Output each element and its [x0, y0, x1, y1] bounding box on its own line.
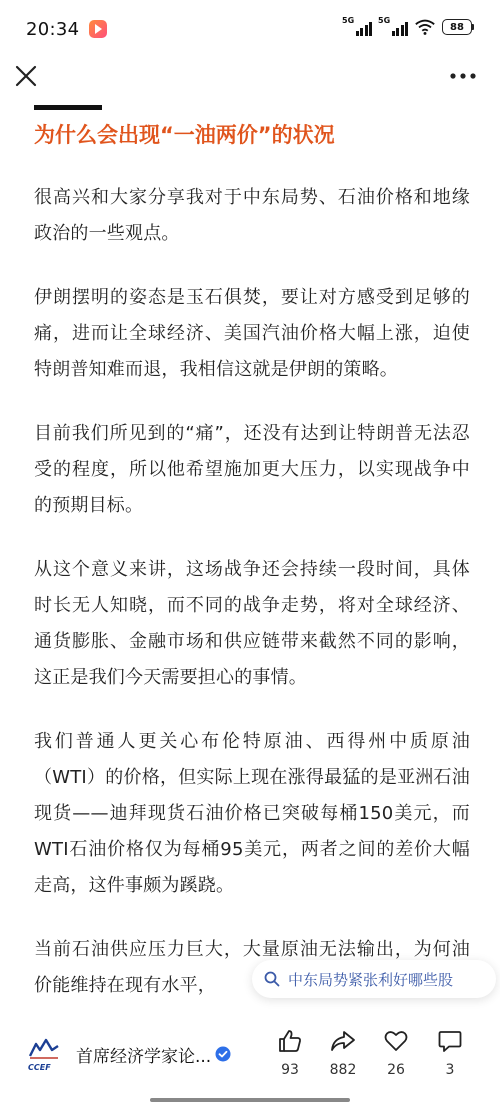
cell-signal-2-icon [378, 18, 408, 36]
thumbs-up-icon [277, 1028, 303, 1054]
author-avatar[interactable] [24, 1036, 66, 1072]
comment-bubble-icon [437, 1028, 463, 1054]
comment-button[interactable] [425, 1028, 475, 1078]
signal-2-label: 5G [378, 16, 391, 25]
article-paragraph: 很高兴和大家分享我对于中东局势、石油价格和地缘政治的一些观点。 [34, 187, 470, 244]
section-divider [34, 105, 102, 110]
article-paragraph: 我们普通人更关心布伦特原油、西得州中质原油（WTI）的价格，但实际上现在涨得最猛的是亚洲石油现货——迪拜现货石油价格已突破每桶150美元，而WTI石油价格仅为每桶95美元，两者之间的差价大幅走高，这件事颇为蹊跷。 [34, 731, 470, 896]
author-profile[interactable] [24, 1036, 231, 1072]
search-suggestion-text: 中东局势紧张利好哪些股 [288, 970, 454, 989]
article-paragraph: 当前石油供应压力巨大，大量原油无法输出，为何油价能维持在现有水平， [34, 939, 470, 996]
status-time: 20:34 [26, 18, 80, 40]
nav-bar [0, 58, 500, 106]
author-logo-text: CCEF [28, 1063, 51, 1072]
favorite-count: 26 [387, 1062, 405, 1078]
cell-signal-1-icon [342, 18, 372, 36]
status-indicators [342, 18, 474, 36]
battery-icon [442, 19, 474, 35]
search-suggestion-chip[interactable] [252, 960, 496, 998]
signal-1-label: 5G [342, 16, 355, 25]
article-paragraph: 伊朗摆明的姿态是玉石俱焚，要让对方感受到足够的痛，进而让全球经济、美国汽油价格大幅上涨，迫使特朗普知难而退，我相信这就是伊朗的策略。 [34, 287, 470, 380]
article-title: 为什么会出现“一油两价”的状况 [34, 123, 335, 147]
battery-level: 88 [442, 19, 472, 35]
wifi-icon [414, 18, 436, 36]
verified-badge-icon [215, 1046, 231, 1062]
more-options-icon[interactable] [448, 62, 478, 90]
like-button[interactable] [265, 1028, 315, 1078]
close-icon[interactable] [12, 62, 40, 90]
like-count: 93 [281, 1062, 299, 1078]
share-button[interactable] [318, 1028, 368, 1078]
share-arrow-icon [330, 1028, 356, 1054]
share-count: 882 [329, 1062, 357, 1078]
author-name[interactable]: 首席经济学家论... [76, 1046, 212, 1067]
comment-count: 3 [445, 1062, 455, 1078]
article-body [34, 180, 470, 1032]
ccef-logo-icon [24, 1036, 66, 1062]
search-icon [264, 971, 280, 987]
article-paragraph: 从这个意义来讲，这场战争还会持续一段时间，具体时长无人知晓，而不同的战争走势，将对全球经济、通货膨胀、金融市场和供应链带来截然不同的影响，这正是我们今天需要担心的事情。 [34, 559, 470, 688]
favorite-button[interactable] [371, 1028, 421, 1078]
video-app-notification-icon [89, 20, 107, 38]
bottom-action-bar [0, 1022, 500, 1092]
home-indicator[interactable] [150, 1098, 350, 1102]
article-paragraph: 目前我们所见到的“痛”，还没有达到让特朗普无法忍受的程度，所以他希望施加更大压力，以实现战争中的预期目标。 [34, 423, 470, 516]
heart-icon [383, 1028, 409, 1054]
status-bar [0, 0, 500, 58]
